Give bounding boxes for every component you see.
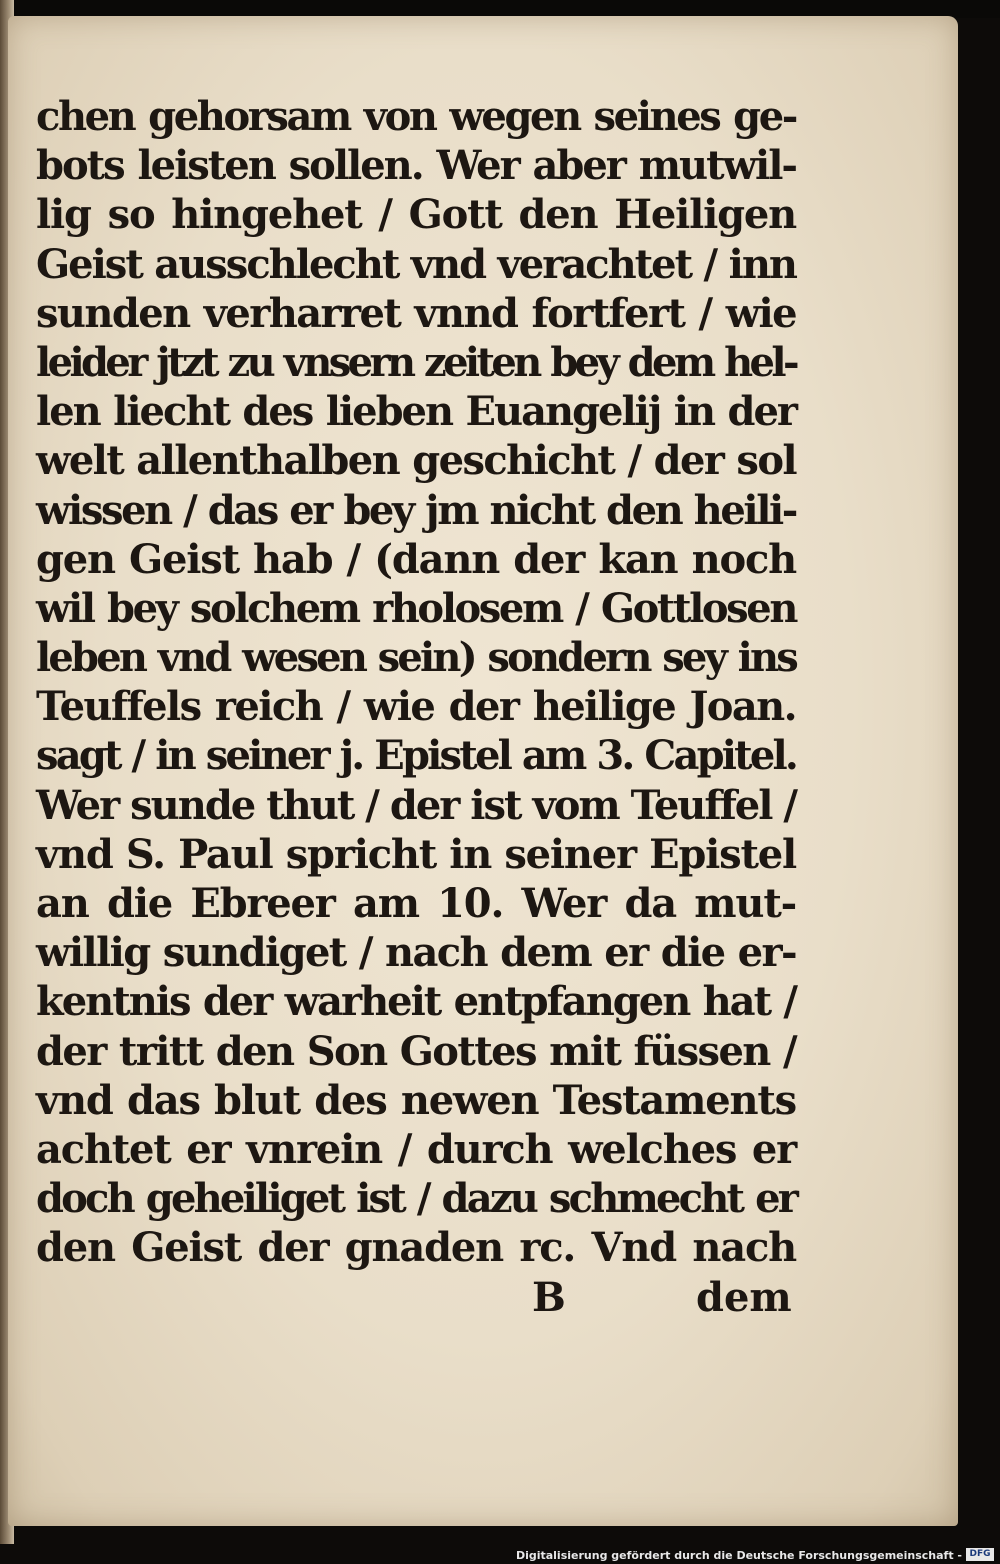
text-line: achtet er vnrein / durch welches er [36, 1125, 796, 1173]
text-line: leider jtzt zu vnsern zeiten bey dem hel- [36, 338, 796, 386]
text-line: wissen / das er bey jm nicht den heili- [36, 486, 796, 534]
funding-credit: Digitalisierung gefördert durch die Deutsche Forschungsgemeinschaft - [515, 1549, 962, 1562]
text-line: wil bey solchem rholosem / Gottlosen [36, 584, 796, 632]
catchword: dem [696, 1273, 792, 1321]
text-line: Wer sunde thut / der ist vom Teuffel / [36, 781, 796, 829]
page-text-block [36, 92, 796, 1322]
text-line: lig so hingehet / Gott den Heiligen [36, 191, 796, 239]
text-line: an die Ebreer am 10. Wer da mut- [36, 880, 796, 927]
text-line: welt allenthalben geschicht / der sol [36, 437, 796, 485]
text-line: chen gehorsam von wegen seines ge- [36, 93, 796, 140]
text-line: vnd S. Paul spricht in seiner Epistel [36, 830, 796, 878]
text-line: der tritt den Son Gottes mit füssen / [36, 1027, 796, 1075]
text-line: sunden verharret vnnd fortfert / wie [36, 289, 796, 337]
footer-bar [0, 1544, 1000, 1564]
text-line: kentnis der warheit entpfangen hat / [36, 978, 796, 1026]
text-line: doch geheiliget ist / dazu schmecht er [36, 1175, 796, 1223]
text-line: vnd das blut des newen Testaments [36, 1076, 796, 1124]
text-line: gen Geist hab / (dann der kan noch [36, 535, 796, 583]
text-line: len liecht des lieben Euangelij in der [36, 388, 796, 436]
text-line: willig sundiget / nach dem er die er- [36, 929, 796, 977]
dfg-logo-icon: DFG [966, 1548, 994, 1561]
page-foot-row [36, 1273, 796, 1322]
text-line: Geist ausschlecht vnd verachtet / inn [36, 240, 796, 288]
text-line: bots leisten sollen. Wer aber mutwil- [36, 142, 796, 190]
text-line: sagt / in seiner j. Epistel am 3. Capitel. [36, 732, 796, 780]
signature-mark: B [532, 1273, 566, 1321]
text-line: leben vnd wesen sein) sondern sey ins [36, 634, 796, 682]
text-line: den Geist der gnaden rc. Vnd nach [36, 1224, 796, 1272]
text-line: Teuffels reich / wie der heilige Joan. [36, 683, 796, 731]
